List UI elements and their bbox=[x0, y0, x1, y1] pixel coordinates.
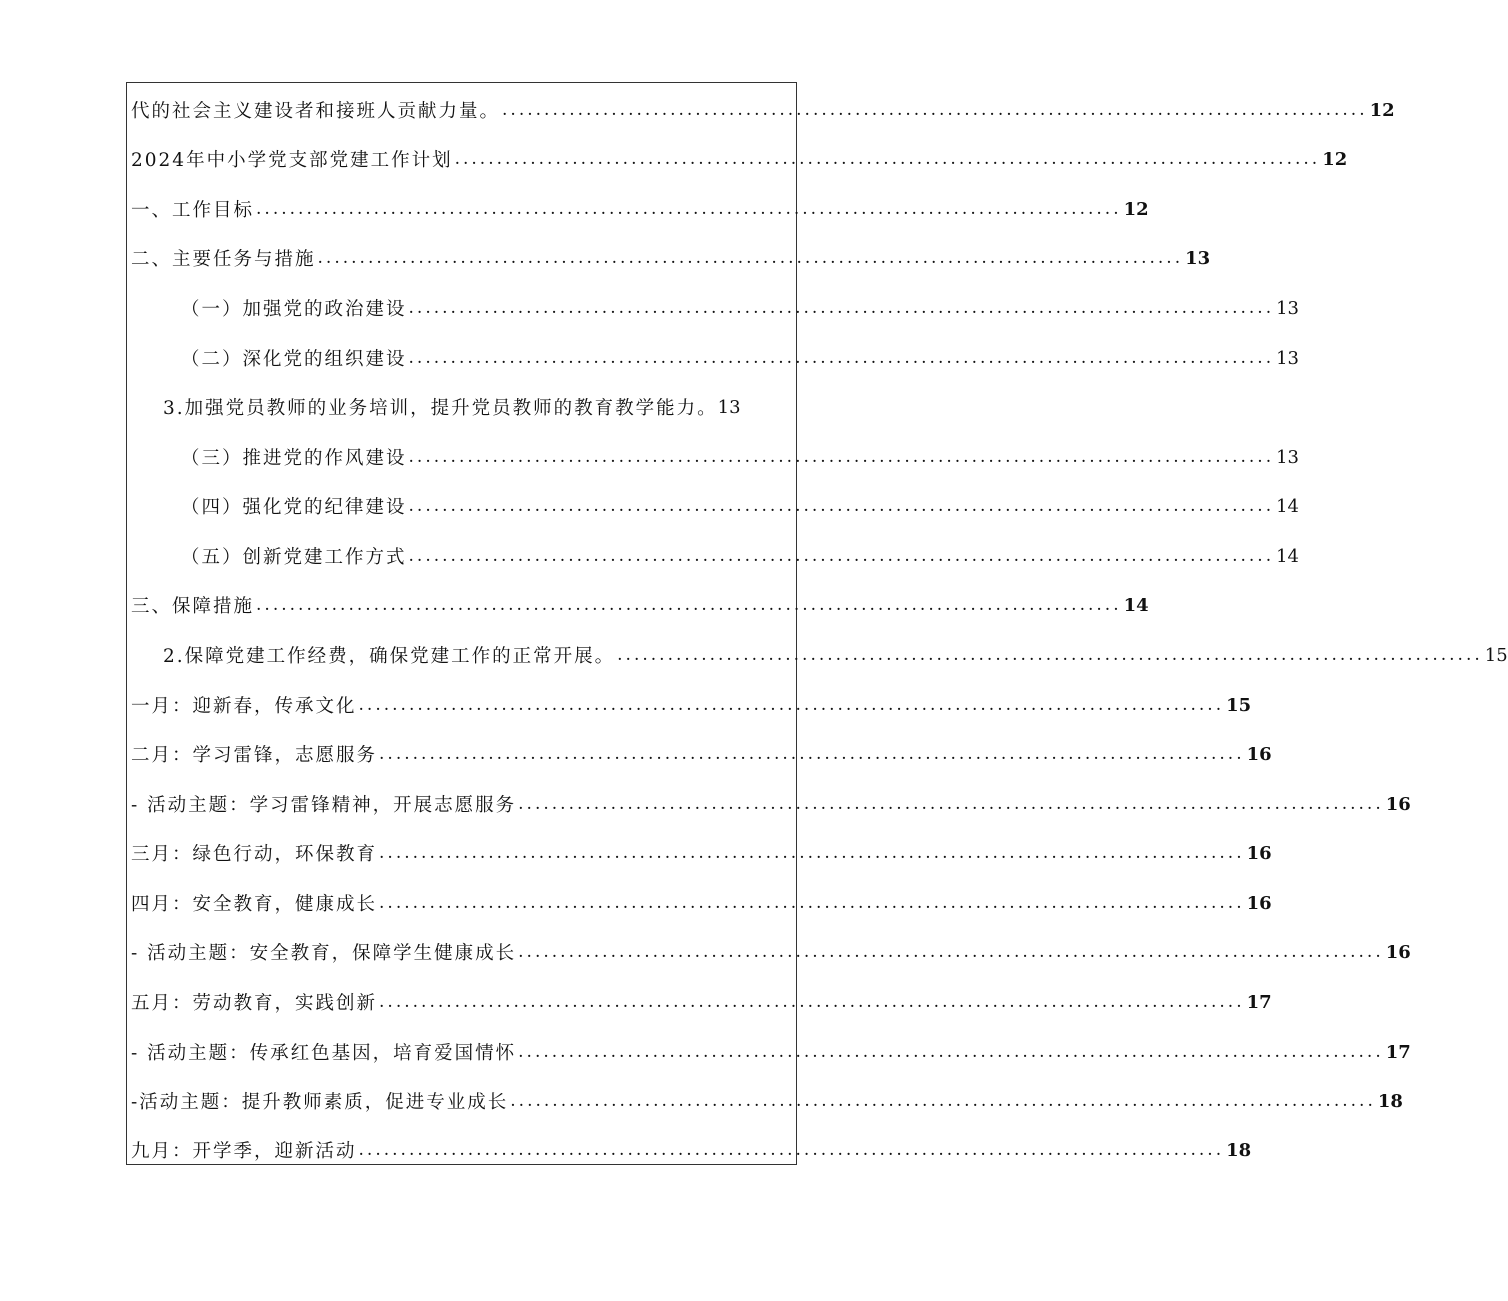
dot-leader: ....................................................................................................... bbox=[379, 992, 1245, 1012]
toc-entry[interactable] bbox=[131, 144, 1348, 174]
toc-entry-page: 16 bbox=[1246, 842, 1272, 864]
dot-leader: ....................................................................................................... bbox=[408, 546, 1275, 566]
dot-leader: ....................................................................................................... bbox=[408, 348, 1275, 368]
toc-entry-page: 17 bbox=[1246, 991, 1272, 1013]
toc-entry-label: 一、工作目标 bbox=[131, 200, 255, 221]
toc-entry[interactable] bbox=[131, 838, 1272, 868]
dot-leader: ....................................................................................................... bbox=[454, 149, 1321, 169]
toc-entry[interactable] bbox=[131, 243, 1211, 273]
toc-entry-label: 3.加强党员教师的业务培训，提升党员教师的教育教学能力。 bbox=[163, 398, 718, 419]
toc-entry[interactable] bbox=[131, 194, 1149, 224]
toc-entry-label: - 活动主题：传承红色基因，培育爱国情怀 bbox=[131, 1043, 517, 1064]
dot-leader: ....................................................................................................... bbox=[408, 496, 1275, 516]
toc-entry[interactable] bbox=[163, 640, 1508, 670]
toc-entry-label: 五月：劳动教育，实践创新 bbox=[131, 993, 378, 1014]
dot-leader: ....................................................................................................... bbox=[408, 298, 1275, 318]
toc-entry-page: 12 bbox=[1322, 148, 1348, 170]
toc-entry-page: 14 bbox=[1276, 495, 1300, 517]
dot-leader: ....................................................................................................... bbox=[256, 199, 1122, 219]
toc-entry-label: 九月：开学季，迎新活动 bbox=[131, 1141, 357, 1162]
toc-entry[interactable] bbox=[131, 937, 1411, 967]
toc-entry-label: -活动主题：提升教师素质，促进专业成长 bbox=[131, 1092, 509, 1113]
toc-entry[interactable] bbox=[131, 1037, 1411, 1067]
toc-entry-label: （一）加强党的政治建设 bbox=[181, 299, 407, 320]
toc-entry[interactable] bbox=[181, 491, 1300, 521]
toc-entry[interactable] bbox=[131, 690, 1252, 720]
toc-entry[interactable] bbox=[131, 739, 1272, 769]
dot-leader: ....................................................................................................... bbox=[510, 1091, 1376, 1111]
toc-entry-label: （五）创新党建工作方式 bbox=[181, 547, 407, 568]
toc-entry-label: （四）强化党的纪律建设 bbox=[181, 497, 407, 518]
toc-entry-page: 13 bbox=[1276, 347, 1300, 369]
toc-entry-page: 16 bbox=[1385, 941, 1411, 963]
toc-entry[interactable] bbox=[131, 1135, 1252, 1165]
toc-entry[interactable] bbox=[131, 888, 1272, 918]
toc-entry-page: 12 bbox=[1369, 99, 1395, 121]
toc-entry[interactable] bbox=[181, 293, 1300, 323]
toc-entry-label: 三、保障措施 bbox=[131, 596, 255, 617]
toc-entry[interactable] bbox=[131, 789, 1411, 819]
dot-leader: ....................................................................................................... bbox=[317, 248, 1184, 268]
toc-entry[interactable] bbox=[181, 541, 1300, 571]
toc-entry-label: 三月：绿色行动，环保教育 bbox=[131, 844, 378, 865]
toc-entry-page: 13 bbox=[1276, 446, 1300, 468]
toc-entry-label: 2024年中小学党支部党建工作计划 bbox=[131, 150, 453, 171]
toc-frame bbox=[126, 82, 1508, 1165]
toc-entry-page: 14 bbox=[1123, 594, 1149, 616]
toc-entry-label: 一月：迎新春，传承文化 bbox=[131, 696, 357, 717]
toc-entry-page: 18 bbox=[1226, 1139, 1252, 1161]
dot-leader: ....................................................................................................... bbox=[379, 843, 1245, 863]
toc-entry-page: 15 bbox=[1226, 694, 1252, 716]
toc-entry-page: 13 bbox=[1185, 247, 1211, 269]
toc-entry-page: 12 bbox=[1123, 198, 1149, 220]
toc-entry-page: 15 bbox=[1484, 644, 1508, 666]
toc-entry[interactable] bbox=[163, 392, 771, 422]
toc-entry-page: 16 bbox=[1246, 892, 1272, 914]
dot-leader: ....................................................................................................... bbox=[358, 695, 1225, 715]
toc-entry-label: （三）推进党的作风建设 bbox=[181, 448, 407, 469]
toc-entry[interactable] bbox=[131, 1086, 1403, 1116]
toc-entry-page: 16 bbox=[1246, 743, 1272, 765]
toc-entry-label: 代的社会主义建设者和接班人贡献力量。 bbox=[131, 101, 501, 122]
toc-entry[interactable] bbox=[131, 590, 1149, 620]
toc-entry-page: 18 bbox=[1377, 1090, 1403, 1112]
toc-entry-page: 13 bbox=[717, 396, 741, 418]
dot-leader: ....................................................................................................... bbox=[617, 645, 1483, 665]
toc-entry-label: 2.保障党建工作经费，确保党建工作的正常开展。 bbox=[163, 646, 616, 667]
dot-leader: ....................................................................................................... bbox=[379, 744, 1245, 764]
toc-entry-label: 四月：安全教育，健康成长 bbox=[131, 894, 378, 915]
toc-entry-label: 二、主要任务与措施 bbox=[131, 249, 316, 270]
dot-leader: ....................................................................................................... bbox=[379, 893, 1245, 913]
toc-entry-label: 二月：学习雷锋，志愿服务 bbox=[131, 745, 378, 766]
toc-entry-label: - 活动主题：安全教育，保障学生健康成长 bbox=[131, 943, 517, 964]
dot-leader: ....................................................................................................... bbox=[518, 942, 1384, 962]
dot-leader: ....................................................................................................... bbox=[408, 447, 1275, 467]
toc-entry-page: 17 bbox=[1385, 1041, 1411, 1063]
dot-leader: ....................................................................................................... bbox=[502, 100, 1368, 120]
dot-leader: ....................................................................................................... bbox=[518, 794, 1384, 814]
toc-entry-label: - 活动主题：学习雷锋精神，开展志愿服务 bbox=[131, 795, 517, 816]
dot-leader: ....................................................................................................... bbox=[256, 595, 1122, 615]
toc-entry[interactable] bbox=[181, 343, 1300, 373]
toc-entry[interactable] bbox=[131, 95, 1395, 125]
dot-leader: ....................................................................................................... bbox=[358, 1140, 1225, 1160]
toc-entry[interactable] bbox=[181, 442, 1300, 472]
toc-entry-page: 16 bbox=[1385, 793, 1411, 815]
toc-entry[interactable] bbox=[131, 987, 1272, 1017]
toc-entry-page: 13 bbox=[1276, 297, 1300, 319]
dot-leader: ....................................................................................................... bbox=[518, 1042, 1384, 1062]
toc-entry-page: 14 bbox=[1276, 545, 1300, 567]
toc-entry-label: （二）深化党的组织建设 bbox=[181, 349, 407, 370]
